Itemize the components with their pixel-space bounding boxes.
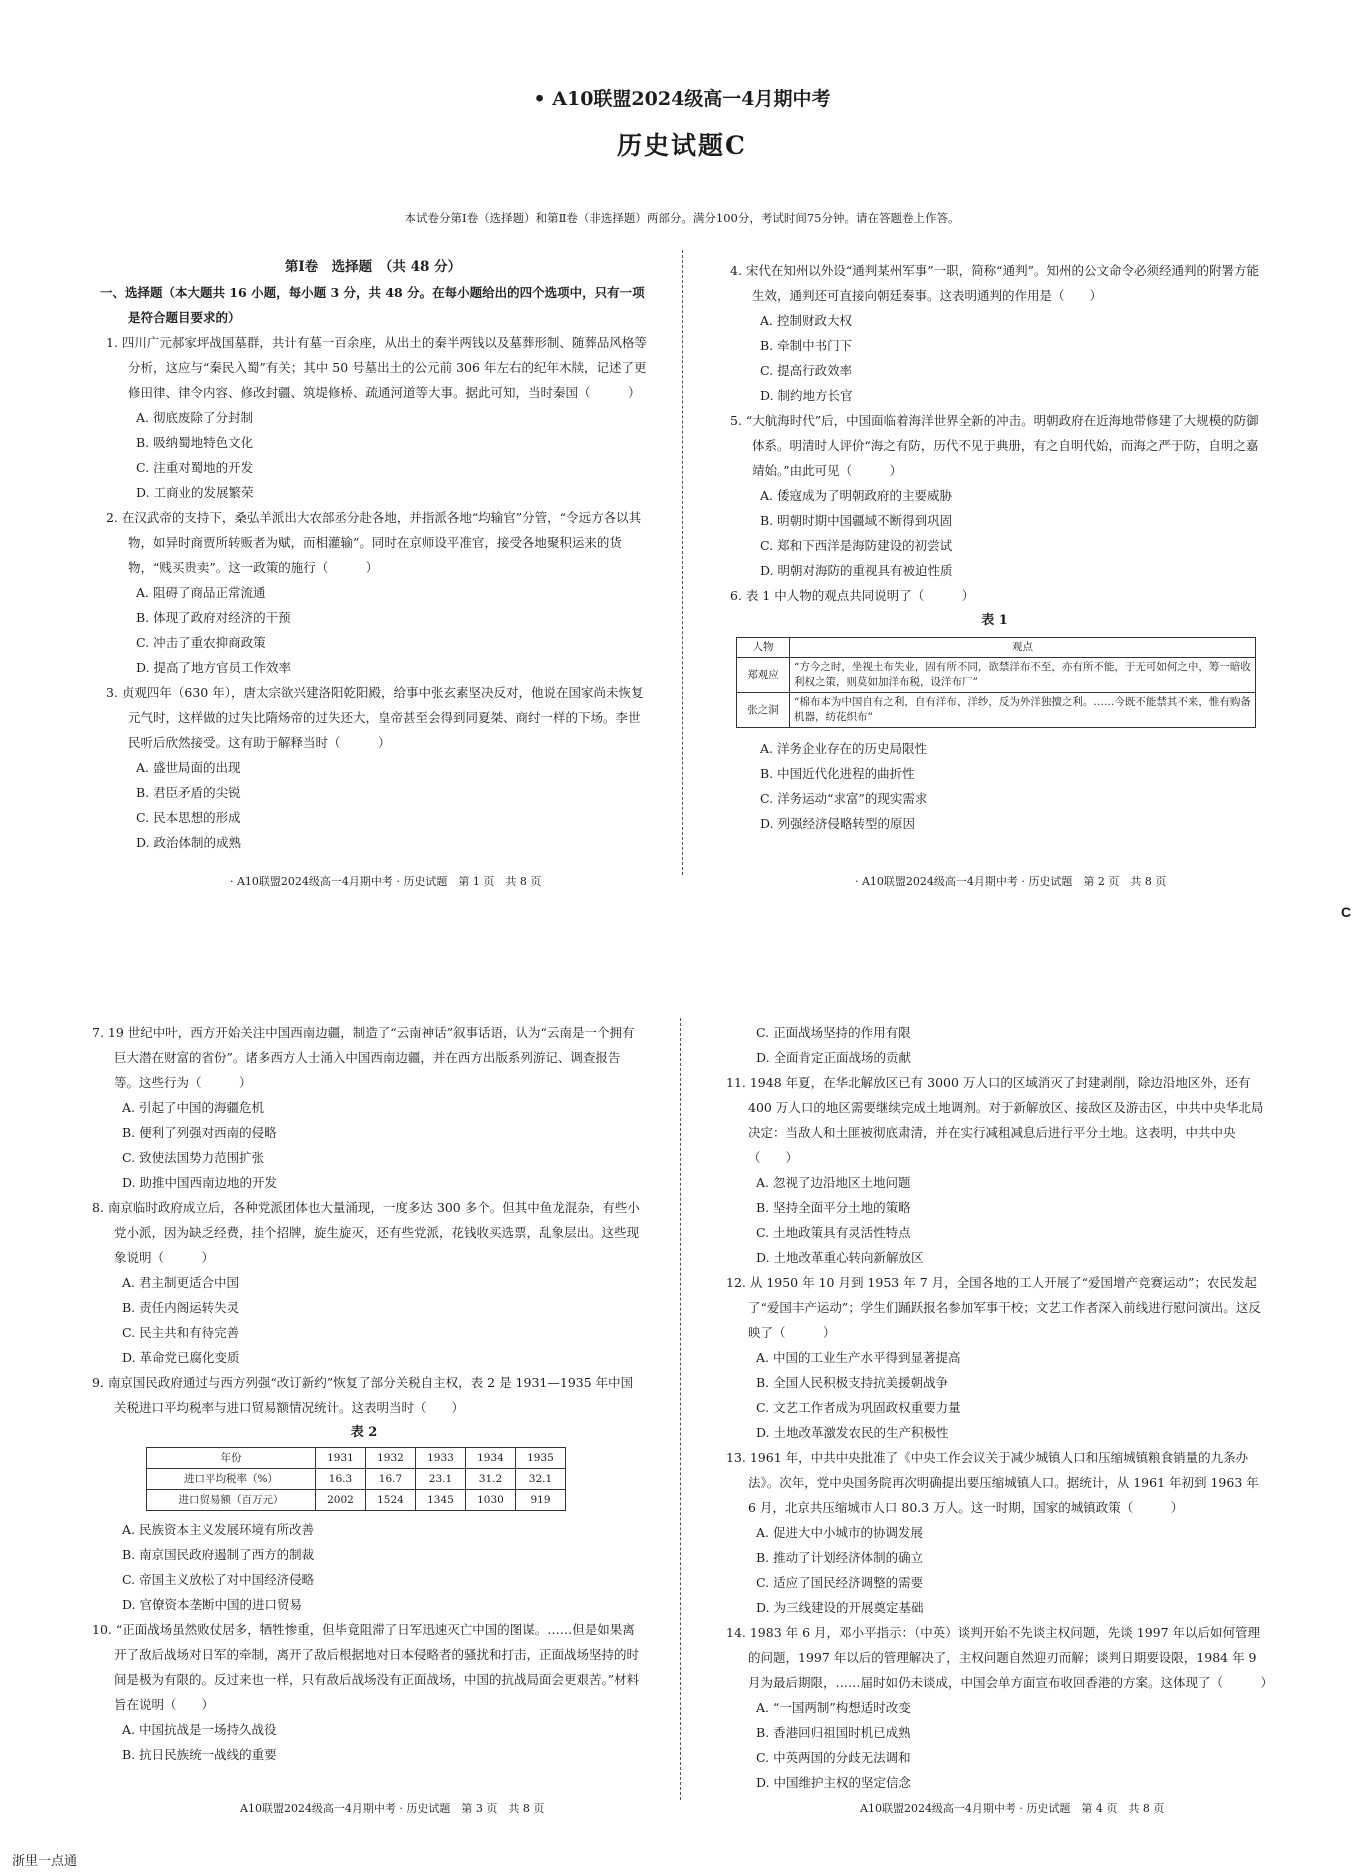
option: C. 郑和下西洋是海防建设的初尝试 (760, 538, 953, 553)
table-row (147, 1490, 566, 1511)
option: D. 政治体制的成熟 (136, 835, 242, 850)
table-cell: 2002 (316, 1490, 366, 1511)
question-stem: 9. 南京国民政府通过与西方列强“改订新约”恢复了部分关税自主权，表 2 是 1931—1935 年中国关税进口平均税率与进口贸易额情况统计。这表明当时（ ） (92, 1375, 634, 1415)
table-header: 1934 (466, 1448, 516, 1469)
table-cell: 1345 (416, 1490, 466, 1511)
table-cell: 1524 (366, 1490, 416, 1511)
option: D. 工商业的发展繁荣 (136, 485, 254, 500)
instructions: 本试卷分第Ⅰ卷（选择题）和第Ⅱ卷（非选择题）两部分。满分100分，考试时间75分钟。请在答题卷上作答。 (404, 211, 960, 225)
question-stem: 2. 在汉武帝的支持下，桑弘羊派出大农部丞分赴各地，并指派各地“均输官”分管，“令远方各以其物，如异时商贾所转贩者为赋，而相灌输”。同时在京师设平准官，接受各地聚积运来的货物，“贱买贵卖”。这一政策的施行（ ） (106, 510, 642, 575)
table-cell: 32.1 (516, 1469, 566, 1490)
option: C. 民主共和有待完善 (122, 1325, 240, 1340)
corner-watermark: 浙里一点通 (12, 1853, 78, 1868)
table-1 (736, 637, 1256, 728)
option: A. 控制财政大权 (760, 313, 852, 328)
option: B. 推动了计划经济体制的确立 (756, 1550, 924, 1565)
option: A. 中国的工业生产水平得到显著提高 (756, 1350, 961, 1365)
option: C. 文艺工作者成为巩固政权重要力量 (756, 1400, 961, 1415)
option: D. 明朝对海防的重视具有被迫性质 (760, 563, 953, 578)
page-1-column (98, 255, 648, 855)
question-stem: 11. 1948 年夏，在华北解放区已有 3000 万人口的区域消灭了封建剥削，除边沿地区外，还有 400 万人口的地区需要继续完成土地调剂。对于新解放区、接敌区及游击区，中共中央华北局决定：当敌人和土匪被彻底肃清，并在实行减租减息后进行平分土地。这表明，中共中央（ ） (726, 1075, 1264, 1165)
table-cell: 919 (516, 1490, 566, 1511)
table-header: 观点 (790, 638, 1256, 658)
question-5 (722, 408, 1267, 583)
option: B. 香港回归祖国时机已成熟 (756, 1725, 911, 1740)
page-footer-2: · A10联盟2024级高一4月期中考 · 历史试题 第 2 页 共 8 页 (855, 875, 1167, 888)
option: A. 盛世局面的出现 (136, 760, 241, 775)
option: D. 列强经济侵略转型的原因 (760, 816, 916, 831)
option: B. 抗日民族统一战线的重要 (122, 1747, 277, 1762)
option: C. 帝国主义放松了对中国经济侵略 (122, 1572, 315, 1587)
question-stem: 13. 1961 年，中共中央批准了《中央工作会议关于减少城镇人口和压缩城镇粮食销量的九条办法》。次年，党中央国务院再次明确提出要压缩城镇人口。据统计，从 1961 年初到 1963 年 6 月，北京共压缩城市人口 80.3 万人。这一时期，国家的城镇政策（ ） (726, 1450, 1259, 1515)
option: C. 土地政策具有灵活性特点 (756, 1225, 911, 1240)
option: B. 君臣矛盾的尖锐 (136, 785, 241, 800)
option: B. 南京国民政府遏制了西方的制裁 (122, 1547, 315, 1562)
table-row (737, 693, 1256, 728)
option: A. 中国抗战是一场持久战役 (122, 1722, 277, 1737)
option: D. 全面肯定正面战场的贡献 (756, 1050, 912, 1065)
option: B. 坚持全面平分土地的策略 (756, 1200, 911, 1215)
option: D. 提高了地方官员工作效率 (136, 660, 292, 675)
table-header: 1933 (416, 1448, 466, 1469)
table-cell: 进口贸易额（百万元） (147, 1490, 316, 1511)
question-stem: 14. 1983 年 6 月，邓小平指示：（中英）谈判开始不先谈主权问题，先谈 1997 年以后如何管理的问题，1997 年以后的管理解决了，主权问题自然迎刃而解；谈判日期要设限，1984 年 9 月为最后期限，……届时如仍未谈成，中国会单方面宣布收回香港的方案。这体现了（ ） (726, 1625, 1274, 1690)
question-stem: 10. “正面战场虽然败仗居多，牺牲惨重，但毕竟阻滞了日军迅速灭亡中国的图谋。……但是如果离开了敌后战场对日军的牵制，离开了敌后根据地对日本侵略者的骚扰和打击，正面战场坚持的时间是极为有限的。反过来也一样，只有敌后战场没有正面战场，中国的抗战局面会更艰苦。”材料旨在说明（ ） (92, 1622, 640, 1712)
question-8 (84, 1195, 644, 1370)
question-stem: 3. 贞观四年（630 年），唐太宗欲兴建洛阳乾阳殿，给事中张玄素坚决反对，他说在国家尚未恢复元气时，这样做的过失比隋炀帝的过失还大，皇帝甚至会得到同夏桀、商纣一样的下场。李世民听后欣然接受。这有助于解释当时（ ） (106, 685, 644, 750)
option: B. 便利了列强对西南的侵略 (122, 1125, 277, 1140)
question-10 (84, 1617, 644, 1767)
option: B. 中国近代化进程的曲折性 (760, 766, 915, 781)
table-caption: 表 1 (981, 613, 1008, 628)
question-4 (722, 258, 1267, 408)
option: A. 倭寇成为了明朝政府的主要威胁 (760, 488, 952, 503)
table-cell: 进口平均税率（%） (147, 1469, 316, 1490)
question-1 (98, 330, 648, 505)
part-instructions: 一、选择题（本大题共 16 小题，每小题 3 分，共 48 分。在每小题给出的四个选项中，只有一项是符合题目要求的） (100, 285, 645, 325)
question-11 (718, 1070, 1270, 1270)
option: C. 民本思想的形成 (136, 810, 241, 825)
option: C. 正面战场坚持的作用有限 (756, 1025, 911, 1040)
question-3 (98, 680, 648, 855)
table-cell: 16.3 (316, 1469, 366, 1490)
option: B. 责任内阁运转失灵 (122, 1300, 240, 1315)
side-mark: C (1341, 904, 1352, 920)
option: A. 阻碍了商品正常流通 (136, 585, 266, 600)
table-cell: 1030 (466, 1490, 516, 1511)
table-header: 1932 (366, 1448, 416, 1469)
question-12 (718, 1270, 1270, 1445)
option: C. 洋务运动“求富”的现实需求 (760, 791, 928, 806)
option: A. 彻底废除了分封制 (136, 410, 253, 425)
option: C. 致使法国势力范围扩张 (122, 1150, 265, 1165)
option: D. 中国维护主权的坚定信念 (756, 1775, 912, 1790)
exam-name: • A10联盟2024级高一4月期中考 (533, 88, 831, 110)
column-divider (680, 1018, 681, 1800)
question-13 (718, 1445, 1270, 1620)
column-divider (682, 250, 683, 875)
table-cell: 郑观应 (737, 658, 790, 693)
table-caption: 表 2 (350, 1425, 378, 1440)
option: D. 制约地方长官 (760, 388, 853, 403)
option: D. 官僚资本垄断中国的进口贸易 (122, 1597, 303, 1612)
option: D. 助推中国西南边地的开发 (122, 1175, 278, 1190)
option: A. 引起了中国的海疆危机 (122, 1100, 264, 1115)
option: B. 全国人民积极支持抗美援朝战争 (756, 1375, 949, 1390)
table-cell: “方今之时，坐视土布失业，固有所不同，欲禁洋布不至，亦有所不能，于无可如何之中，筹一暗收利权之策，则莫如加洋布税，设洋布厂” (790, 658, 1256, 693)
table-row (147, 1469, 566, 1490)
question-stem: 4. 宋代在知州以外设“通判某州军事”一职，简称“通判”。知州的公文命令必须经通判的附署方能生效，通判还可直接向朝廷奏事。这表明通判的作用是（ ） (730, 263, 1259, 303)
option: D. 土地改革激发农民的生产积极性 (756, 1425, 949, 1440)
option: B. 牵制中书门下 (760, 338, 853, 353)
question-6 (722, 583, 1267, 836)
option: A. 促进大中小城市的协调发展 (756, 1525, 923, 1540)
table-header: 年份 (147, 1448, 316, 1469)
page-4-column (718, 1020, 1274, 1795)
question-10-continued (718, 1020, 1270, 1070)
question-14 (718, 1620, 1274, 1795)
table-cell: 23.1 (416, 1469, 466, 1490)
page-footer-3: A10联盟2024级高一4月期中考 · 历史试题 第 3 页 共 8 页 (240, 1802, 545, 1815)
option: A. 洋务企业存在的历史局限性 (760, 741, 927, 756)
table-2 (146, 1447, 566, 1511)
option: D. 为三线建设的开展奠定基础 (756, 1600, 924, 1615)
option: C. 适应了国民经济调整的需要 (756, 1575, 924, 1590)
option: A. “一国两制”构想适时改变 (756, 1700, 911, 1715)
option: B. 明朝时期中国疆域不断得到巩固 (760, 513, 953, 528)
table-header: 人物 (737, 638, 790, 658)
table-cell: 16.7 (366, 1469, 416, 1490)
section-title: 第Ⅰ卷 选择题 （共 48 分） (284, 259, 462, 275)
option: C. 注重对蜀地的开发 (136, 460, 254, 475)
option: A. 君主制更适合中国 (122, 1275, 239, 1290)
page-footer-4: A10联盟2024级高一4月期中考 · 历史试题 第 4 页 共 8 页 (860, 1802, 1165, 1815)
question-stem: 7. 19 世纪中叶，西方开始关注中国西南边疆，制造了“云南神话”叙事话语，认为“云南是一个拥有巨大潜在财富的省份”。诸多西方人士涌入中国西南边疆，并在西方出版系列游记、调查报告等。这些行为（ ） (92, 1025, 635, 1090)
page-3-column (84, 1020, 644, 1767)
table-cell: 张之洞 (737, 693, 790, 728)
option: A. 忽视了边沿地区土地问题 (756, 1175, 911, 1190)
option: C. 中英两国的分歧无法调和 (756, 1750, 911, 1765)
option: D. 革命党已腐化变质 (122, 1350, 240, 1365)
option: C. 冲击了重农抑商政策 (136, 635, 266, 650)
question-7 (84, 1020, 644, 1195)
option: C. 提高行政效率 (760, 363, 853, 378)
option: B. 吸纳蜀地特色文化 (136, 435, 254, 450)
table-row (737, 658, 1256, 693)
question-stem: 8. 南京临时政府成立后，各种党派团体也大量涌现，一度多达 300 多个。但其中鱼龙混杂，有些小党小派，因为缺乏经费，挂个招牌，旋生旋灭，还有些党派，花钱收买选票，乱象层出。这些现象说明（ ） (92, 1200, 640, 1265)
question-stem: 5. “大航海时代”后，中国面临着海洋世界全新的冲击。明朝政府在近海地带修建了大规模的防御体系。明清时人评价“海之有防，历代不见于典册，有之自明代始，而海之严于防，自明之嘉靖始。”由此可见（ ） (730, 413, 1259, 478)
option: A. 民族资本主义发展环境有所改善 (122, 1522, 314, 1537)
question-stem: 12. 从 1950 年 10 月到 1953 年 7 月，全国各地的工人开展了“爱国增产竞赛运动”；农民发起了“爱国丰产运动”；学生们踊跃报名参加军事干校；文艺工作者深入前线进行慰问演出。这反映了（ ） (726, 1275, 1261, 1340)
question-stem: 1. 四川广元郝家坪战国墓群，共计有墓一百余座，从出土的秦半两钱以及墓葬形制、随葬品风格等分析，这应与“秦民入蜀”有关；其中 50 号墓出土的公元前 306 年左右的纪年木牍，记述了更修田律、律令内容、修改封疆、筑堤修桥、疏通河道等大事。据此可知，当时秦国（ ） (106, 335, 647, 400)
option: B. 体现了政府对经济的干预 (136, 610, 291, 625)
question-2 (98, 505, 648, 680)
question-9 (84, 1370, 644, 1617)
table-header: 1931 (316, 1448, 366, 1469)
table-header: 1935 (516, 1448, 566, 1469)
table-cell: 31.2 (466, 1469, 516, 1490)
table-cell: “棉布本为中国自有之利，自有洋布、洋纱，反为外洋独擅之利。……今既不能禁其不来，惟有购备机器，纺花织布” (790, 693, 1256, 728)
option: D. 土地改革重心转向新解放区 (756, 1250, 924, 1265)
page-footer-1: · A10联盟2024级高一4月期中考 · 历史试题 第 1 页 共 8 页 (230, 875, 542, 888)
page-2-column (722, 258, 1267, 836)
subject-title: 历史试题C (617, 131, 747, 160)
question-stem: 6. 表 1 中人物的观点共同说明了（ ） (730, 588, 975, 603)
